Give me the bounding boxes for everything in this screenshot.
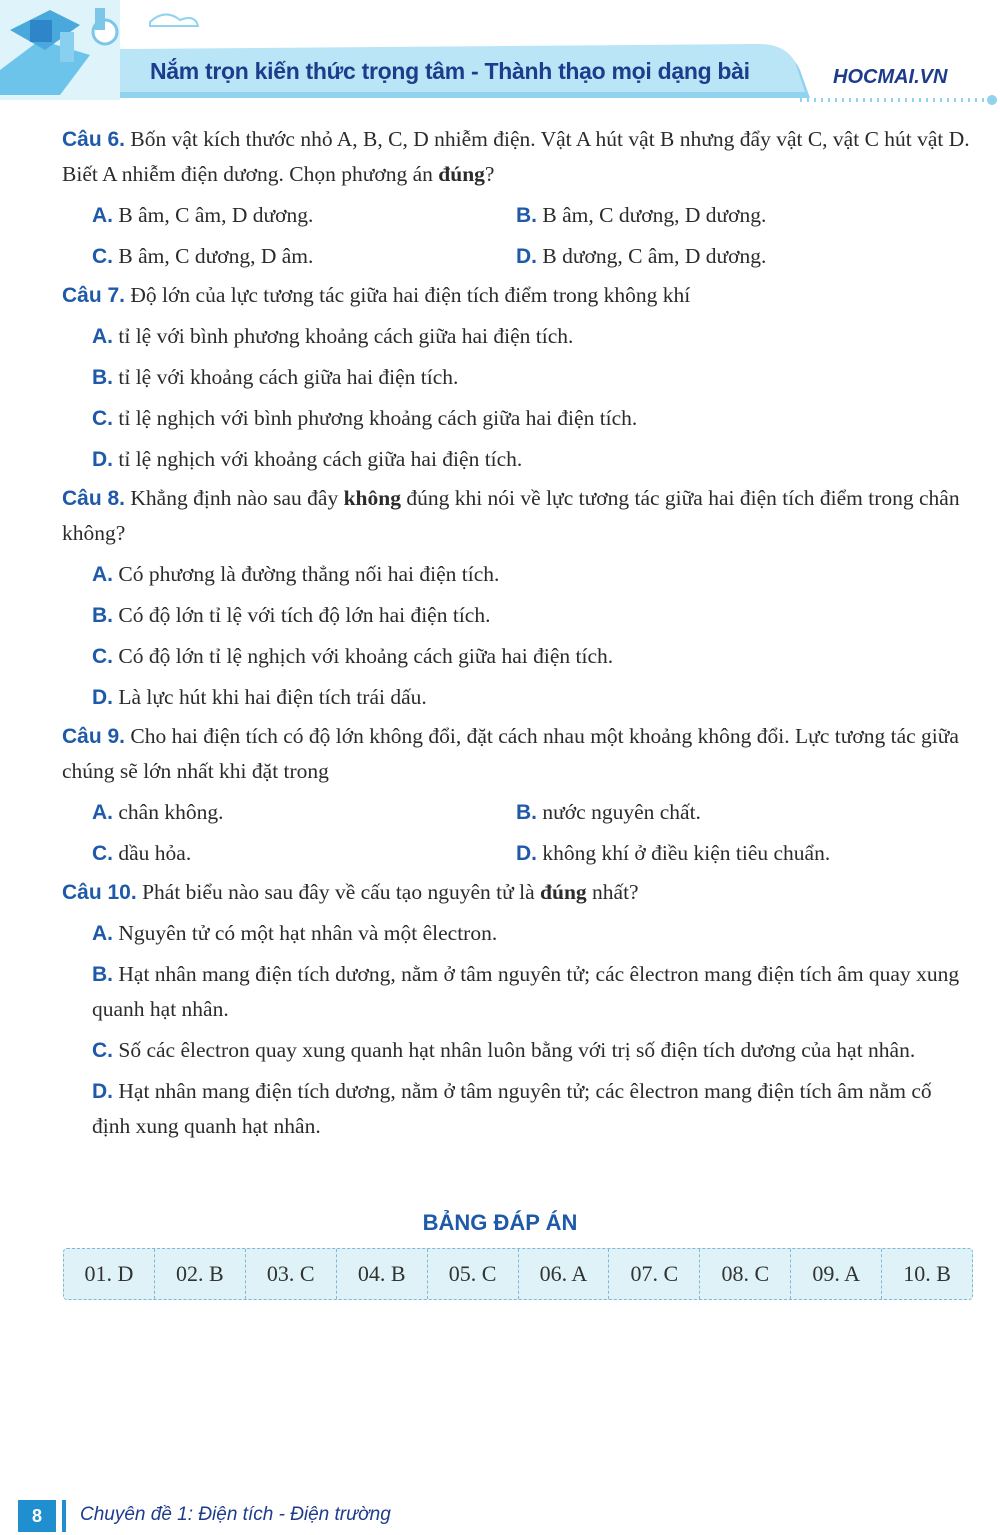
option-a [92,313,972,354]
option-text: tỉ lệ nghịch với bình phương khoảng cách giữa hai điện tích. [118,406,638,430]
option-a [92,789,516,830]
option-a [92,910,972,951]
option-text: Số các êlectron quay xung quanh hạt nhân luôn bằng với trị số điện tích dương của hạt nhân. [118,1038,916,1062]
page-number: 8 [18,1500,56,1532]
answer-cell: 10. B [903,1261,951,1286]
option-label: D. [92,686,113,709]
question-label: Câu 9. [62,725,126,748]
option-label: B. [92,963,113,986]
footer-divider [62,1500,66,1532]
question-text-bold: đúng [540,880,587,904]
option-label: A. [92,325,113,348]
question-stem [62,481,972,551]
question-10 [62,875,972,1144]
option-label: B. [92,604,113,627]
question-text-bold: không [343,486,401,510]
question-6 [62,122,972,274]
option-label: D. [516,842,537,865]
answer-cell: 02. B [155,1249,246,1299]
option-c [92,830,516,871]
question-8 [62,481,972,715]
option-c [92,633,972,674]
option-text: B âm, C âm, D dương. [118,203,314,227]
option-text: B âm, C dương, D dương. [542,203,767,227]
option-label: C. [92,645,113,668]
question-text: Phát biểu nào sau đây về cấu tạo nguyên tử là [142,880,541,904]
option-b [92,592,972,633]
option-d [92,436,972,477]
question-text-end: đúng khi nói về lực tương tác giữa hai điện tích điểm trong chân không? [62,486,960,545]
question-label: Câu 8. [62,487,126,510]
answer-cell: 04. B [337,1249,428,1299]
option-text: Hạt nhân mang điện tích dương, nằm ở tâm nguyên tử; các êlectron mang điện tích âm quay xung quanh hạt nhân. [92,962,960,1021]
option-b [92,354,972,395]
option-label: B. [516,204,537,227]
answer-cell: 05. C [428,1249,519,1299]
option-text: tỉ lệ nghịch với khoảng cách giữa hai điện tích. [118,447,523,471]
answer-key-title: BẢNG ĐÁP ÁN [422,1210,578,1235]
option-grid [92,789,972,871]
option-label: C. [92,842,113,865]
question-label: Câu 10. [62,881,137,904]
option-b [516,789,940,830]
answer-key-table [63,1248,973,1300]
question-9 [62,719,972,871]
option-c [92,1027,972,1068]
option-c [92,233,516,274]
answer-cell: 06. A [519,1249,610,1299]
option-text: tỉ lệ với bình phương khoảng cách giữa hai điện tích. [118,324,574,348]
question-text: Khẳng định nào sau đây [130,486,344,510]
chapter-title: Chuyên đề 1: Điện tích - Điện trường [80,1504,391,1525]
answer-cell: 08. C [700,1249,791,1299]
option-text: nước nguyên chất. [542,800,701,824]
option-text: B âm, C dương, D âm. [118,244,314,268]
option-label: A. [92,204,113,227]
brand-logo-text: HOCMAI.VN [833,66,948,88]
question-text-bold: đúng [438,162,485,186]
question-text-end: ? [484,162,495,186]
answer-cell: 03. C [246,1249,337,1299]
question-text: Bốn vật kích thước nhỏ A, B, C, D nhiễm điện. Vật A hút vật B nhưng đẩy vật C, vật C hút vật D. Biết A nhiễm điện dương. Chọn phương án [62,127,970,186]
option-label: D. [92,1080,113,1103]
option-label: C. [92,407,113,430]
option-label: C. [92,1039,113,1062]
option-text: B dương, C âm, D dương. [542,244,767,268]
header-banner-graphic [0,0,1000,110]
option-text: Hạt nhân mang điện tích dương, nằm ở tâm nguyên tử; các êlectron mang điện tích âm nằm cố định xung quanh hạt nhân. [92,1079,932,1138]
option-text: Có độ lớn tỉ lệ nghịch với khoảng cách giữa hai điện tích. [118,644,614,668]
option-b [516,192,940,233]
option-label: A. [92,922,113,945]
option-b [92,951,972,1027]
question-stem [62,278,972,313]
question-label: Câu 7. [62,284,126,307]
option-a [92,551,972,592]
question-text-end: nhất? [586,880,639,904]
option-label: A. [92,801,113,824]
option-label: C. [92,245,113,268]
question-stem [62,719,972,789]
option-label: D. [516,245,537,268]
question-stem [62,122,972,192]
question-label: Câu 6. [62,128,126,151]
option-d [92,674,972,715]
option-text: dầu hỏa. [118,841,192,865]
questions-content [62,122,972,1148]
option-d [516,830,940,871]
option-text: Có phương là đường thẳng nối hai điện tích. [118,562,500,586]
option-label: B. [516,801,537,824]
page-header [0,0,1000,110]
question-stem [62,875,972,910]
question-text: Cho hai điện tích có độ lớn không đổi, đặt cách nhau một khoảng không đổi. Lực tương tác giữa chúng sẽ lớn nhất khi đặt trong [62,724,959,783]
option-label: D. [92,448,113,471]
option-text: Là lực hút khi hai điện tích trái dấu. [118,685,427,709]
option-text: chân không. [118,800,224,824]
option-label: B. [92,366,113,389]
option-d [92,1068,972,1144]
option-label: A. [92,563,113,586]
option-a [92,192,516,233]
question-7 [62,278,972,477]
question-text: Độ lớn của lực tương tác giữa hai điện tích điểm trong không khí [130,283,691,307]
option-text: không khí ở điều kiện tiêu chuẩn. [542,841,831,865]
header-slogan: Nắm trọn kiến thức trọng tâm - Thành thạo mọi dạng bài [150,58,750,84]
option-text: Có độ lớn tỉ lệ với tích độ lớn hai điện tích. [118,603,491,627]
option-c [92,395,972,436]
answer-cell: 09. A [791,1249,882,1299]
option-text: tỉ lệ với khoảng cách giữa hai điện tích. [118,365,459,389]
answer-cell: 07. C [609,1249,700,1299]
answer-cell: 01. D [64,1249,155,1299]
option-grid [92,192,972,274]
option-d [516,233,940,274]
option-text: Nguyên tử có một hạt nhân và một êlectron. [118,921,498,945]
